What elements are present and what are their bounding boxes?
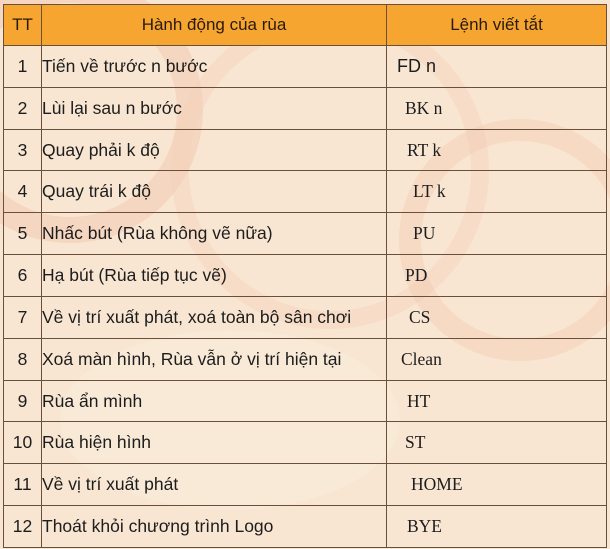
- table-row: [4, 338, 607, 380]
- row-abbr: BK n: [387, 87, 607, 129]
- row-action: Hạ bút (Rùa tiếp tục vẽ): [42, 255, 387, 297]
- row-abbr: FD n: [387, 46, 607, 88]
- row-abbr: Clean: [387, 338, 607, 380]
- row-number: 5: [4, 213, 42, 255]
- row-action: Rùa hiện hình: [42, 422, 387, 464]
- header-action: Hành động của rùa: [42, 5, 387, 46]
- row-action: Rùa ẩn mình: [42, 380, 387, 422]
- row-abbr: HT: [387, 380, 607, 422]
- row-number: 9: [4, 380, 42, 422]
- header-tt: TT: [4, 5, 42, 46]
- row-abbr: ST: [387, 422, 607, 464]
- row-action: Quay trái k độ: [42, 171, 387, 213]
- logo-commands-table: [3, 4, 607, 548]
- row-action: Thoát khỏi chương trình Logo: [42, 506, 387, 548]
- row-number: 1: [4, 46, 42, 88]
- table-header-row: [4, 5, 607, 46]
- row-action: Nhấc bút (Rùa không vẽ nữa): [42, 213, 387, 255]
- row-abbr: PU: [387, 213, 607, 255]
- table-row: [4, 255, 607, 297]
- row-number: 8: [4, 338, 42, 380]
- table-row: [4, 46, 607, 88]
- row-action: Quay phải k độ: [42, 129, 387, 171]
- row-number: 2: [4, 87, 42, 129]
- row-number: 12: [4, 506, 42, 548]
- header-abbr: Lệnh viết tắt: [387, 5, 607, 46]
- table-row: [4, 464, 607, 506]
- row-abbr: HOME: [387, 464, 607, 506]
- row-number: 4: [4, 171, 42, 213]
- row-abbr: RT k: [387, 129, 607, 171]
- row-number: 3: [4, 129, 42, 171]
- row-number: 11: [4, 464, 42, 506]
- row-abbr: LT k: [387, 171, 607, 213]
- row-abbr: CS: [387, 296, 607, 338]
- table-row: [4, 171, 607, 213]
- row-action: Lùi lại sau n bước: [42, 87, 387, 129]
- row-action: Xoá màn hình, Rùa vẫn ở vị trí hiện tại: [42, 338, 387, 380]
- row-number: 7: [4, 296, 42, 338]
- row-abbr: PD: [387, 255, 607, 297]
- table-row: [4, 380, 607, 422]
- table-row: [4, 87, 607, 129]
- table-row: [4, 213, 607, 255]
- table-row: [4, 506, 607, 548]
- row-action: Về vị trí xuất phát: [42, 464, 387, 506]
- table-row: [4, 129, 607, 171]
- row-action: Về vị trí xuất phát, xoá toàn bộ sân chơi: [42, 296, 387, 338]
- row-number: 10: [4, 422, 42, 464]
- row-number: 6: [4, 255, 42, 297]
- table-row: [4, 422, 607, 464]
- row-action: Tiến về trước n bước: [42, 46, 387, 88]
- table-row: [4, 296, 607, 338]
- row-abbr: BYE: [387, 506, 607, 548]
